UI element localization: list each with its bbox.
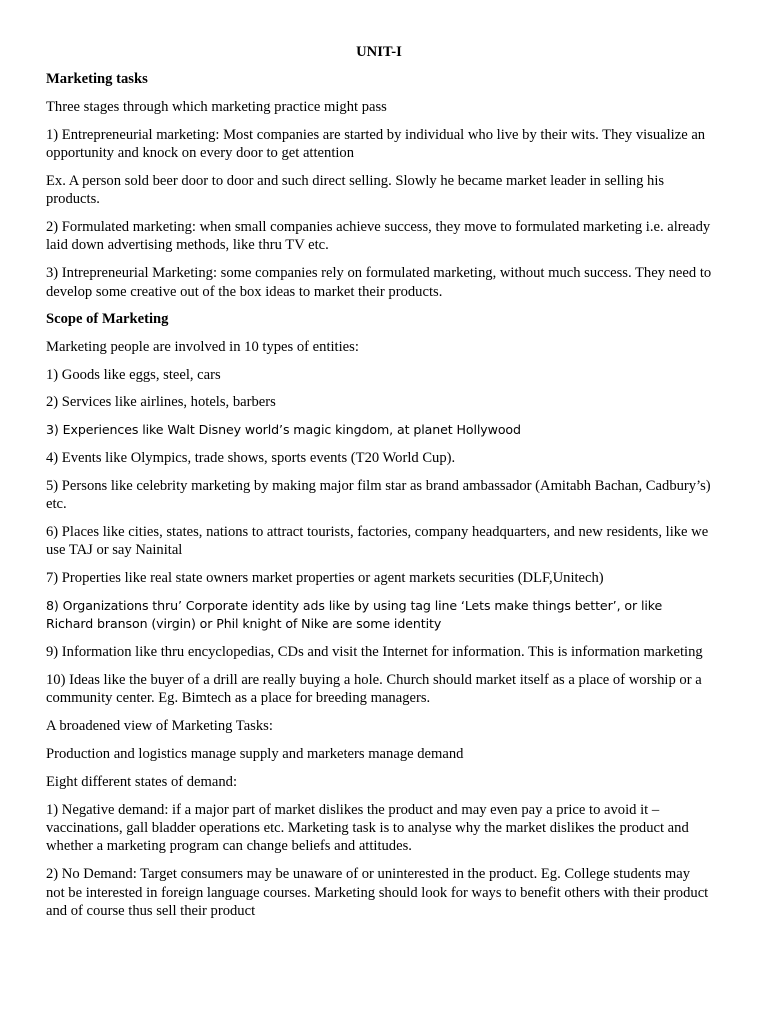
paragraph: 2) Services like airlines, hotels, barbers (46, 394, 276, 411)
paragraph: 2) Formulated marketing: when small companies achieve success, they move to formulated marketing i.e. already laid down advertising methods, like thru TV etc. (46, 219, 711, 254)
section-heading: Scope of Marketing (46, 311, 169, 328)
paragraph: 1) Negative demand: if a major part of market dislikes the product and may even pay a price to avoid it – vaccinations, gall bladder operations etc. Marketing task is to analyse why the market dislikes the product and whether a marketing program can change beliefs and attitudes. (46, 801, 689, 855)
paragraph: 3) Intrepreneurial Marketing: some companies rely on formulated marketing, without much success. They need to develop some creative out of the box ideas to market their products. (46, 265, 712, 300)
paragraph: Production and logistics manage supply and marketers manage demand (46, 746, 464, 763)
paragraph: 4) Events like Olympics, trade shows, sports events (T20 World Cup). (46, 450, 456, 467)
paragraph: 5) Persons like celebrity marketing by making major film star as brand ambassador (Amitabh Bachan, Cadbury’s) etc. (46, 477, 711, 513)
paragraph: Marketing people are involved in 10 types of entities: (46, 338, 359, 355)
page-title: UNIT-I (356, 44, 402, 60)
paragraph: 3) Experiences like Walt Disney world’s magic kingdom, at planet Hollywood (46, 422, 521, 438)
section-heading: Marketing tasks (46, 71, 148, 88)
paragraph: Ex. A person sold beer door to door and such direct selling. Slowly he became market leader in selling his products. (46, 172, 665, 208)
paragraph: 6) Places like cities, states, nations to attract tourists, factories, company headquarters, and new residents, like we use TAJ or say Nainital (46, 524, 709, 559)
paragraph: 1) Entrepreneurial marketing: Most companies are started by individual who live by their wits. They visualize an opportunity and knock on every door to get attention (46, 126, 706, 162)
paragraph: 8) Organizations thru’ Corporate identity ads like by using tag line ‘Lets make things better’, or like Richard branson (virgin) or Phil knight of Nike are some identity (46, 598, 663, 632)
paragraph: Eight different states of demand: (46, 773, 238, 790)
paragraph: Three stages through which marketing practice might pass (46, 98, 387, 115)
paragraph: 1) Goods like eggs, steel, cars (46, 366, 221, 383)
paragraph: 7) Properties like real state owners market properties or agent markets securities (DLF,Unitech) (46, 570, 604, 587)
paragraph: A broadened view of Marketing Tasks: (46, 718, 273, 735)
paragraph: 9) Information like thru encyclopedias, CDs and visit the Internet for information. This is information marketing (46, 644, 703, 661)
paragraph: 2) No Demand: Target consumers may be unaware of or uninterested in the product. Eg. College students may not be interested in foreign language courses. Marketing should look for ways to benefit others with their product and of course thus sell their product (46, 866, 709, 920)
paragraph: 10) Ideas like the buyer of a drill are really buying a hole. Church should market itself as a place of worship or a community center. Eg. Bimtech as a place for breeding managers. (46, 672, 702, 707)
document-body (46, 70, 712, 920)
